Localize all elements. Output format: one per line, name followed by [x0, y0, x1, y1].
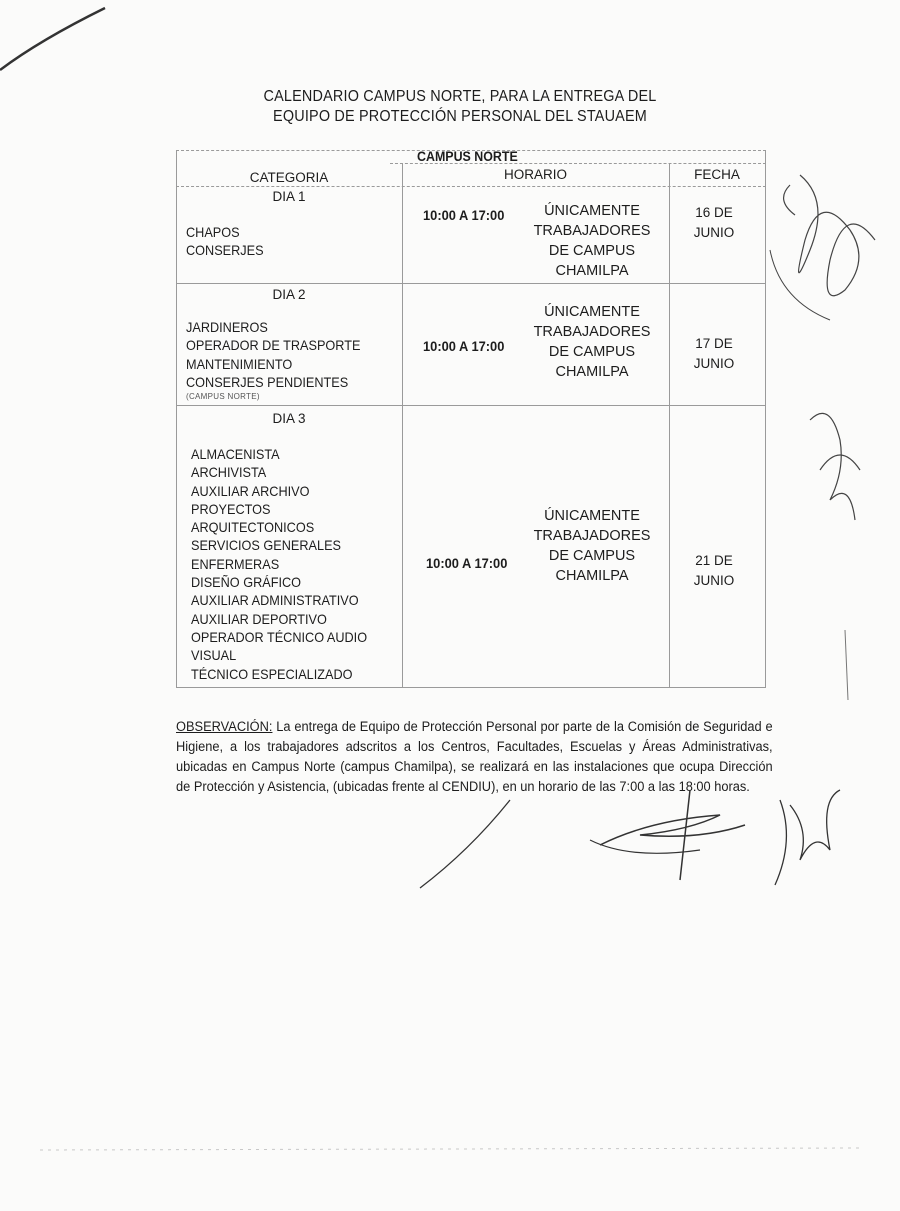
date-line: JUNIO	[693, 356, 735, 371]
category-item: DISEÑO GRÁFICO	[191, 575, 302, 591]
date-line: 21 DE	[695, 553, 733, 568]
category-item: SERVICIOS GENERALES	[191, 538, 342, 554]
category-item: CONSERJES	[186, 243, 264, 259]
row-3-day: DIA 3	[272, 411, 306, 426]
row-3-schedule: 10:00 A 17:00	[426, 555, 508, 571]
category-item: ARCHIVISTA	[191, 465, 267, 481]
workers-line: ÚNICAMENTE	[544, 508, 640, 524]
category-item: CONSERJES PENDIENTES	[186, 374, 349, 390]
row-2-date	[669, 334, 759, 374]
category-item: ALMACENISTA	[191, 447, 280, 462]
workers-line: TRABAJADORES	[533, 324, 651, 340]
category-item: CHAPOS	[186, 225, 240, 240]
category-item: PROYECTOS	[191, 501, 271, 517]
date-line: 16 DE	[695, 205, 733, 220]
row-2-schedule: 10:00 A 17:00	[423, 338, 505, 354]
row-3-date	[669, 551, 759, 591]
category-item: ENFERMERAS	[191, 556, 280, 572]
workers-line: CHAMILPA	[555, 364, 629, 380]
workers-line: DE CAMPUS	[548, 548, 636, 564]
row-1-categories	[186, 224, 264, 261]
category-item: TÉCNICO ESPECIALIZADO	[191, 666, 353, 682]
workers-line: DE CAMPUS	[548, 243, 636, 259]
row-3-categories	[191, 446, 367, 684]
row-1-schedule: 10:00 A 17:00	[423, 207, 505, 223]
observation-paragraph	[176, 717, 773, 797]
observation-text: La entrega de Equipo de Protección Personal por parte de la Comisión de Seguridad e Higiene, a los trabajadores adscritos a los Centros, Facultades, Escuelas y Áreas Administrativas, ubicadas en Campus Norte (campus Chamilpa), se realizará en las instalaciones que ocupa Dirección de Protección y Asistencia, (ubicadas frente al CENDIU), en un horario de las 7:00 a las 18:00 horas.	[176, 719, 773, 794]
row-1-workers-note	[527, 201, 657, 281]
workers-line: TRABAJADORES	[533, 528, 651, 544]
row-1-day: DIA 1	[272, 189, 306, 204]
column-header-categoria: CATEGORIA	[249, 170, 329, 185]
date-line: JUNIO	[693, 225, 735, 240]
workers-line: ÚNICAMENTE	[544, 304, 640, 320]
category-item: VISUAL	[191, 648, 237, 664]
workers-line: CHAMILPA	[555, 568, 629, 584]
workers-line: CHAMILPA	[555, 263, 629, 279]
row-2-day: DIA 2	[272, 287, 306, 302]
column-header-horario: HORARIO	[503, 167, 567, 182]
title-line-2: EQUIPO DE PROTECCIÓN PERSONAL DEL STAUAEM	[273, 108, 647, 125]
observation-label: OBSERVACIÓN:	[176, 719, 273, 734]
row-2-categories	[186, 319, 360, 392]
category-item: AUXILIAR DEPORTIVO	[191, 611, 327, 627]
document-title	[237, 87, 683, 127]
category-item: ARQUITECTONICOS	[191, 520, 315, 536]
row-1-date	[669, 203, 759, 243]
category-item: OPERADOR DE TRASPORTE	[186, 338, 361, 354]
title-line-1: CALENDARIO CAMPUS NORTE, PARA LA ENTREGA DEL	[263, 88, 657, 105]
workers-line: TRABAJADORES	[533, 223, 651, 239]
category-item: AUXILIAR ADMINISTRATIVO	[191, 593, 359, 609]
campus-header: CAMPUS NORTE	[417, 149, 518, 164]
column-header-fecha: FECHA	[694, 167, 740, 182]
workers-line: ÚNICAMENTE	[544, 203, 640, 219]
row-2-note: (CAMPUS NORTE)	[186, 392, 260, 401]
category-item: JARDINEROS	[186, 320, 268, 335]
category-item: OPERADOR TÉCNICO AUDIO	[191, 629, 368, 645]
row-2-workers-note	[527, 302, 657, 382]
date-line: 17 DE	[695, 336, 733, 351]
row-3-workers-note	[527, 506, 657, 586]
category-item: MANTENIMIENTO	[186, 356, 293, 372]
workers-line: DE CAMPUS	[548, 344, 636, 360]
category-item: AUXILIAR ARCHIVO	[191, 483, 310, 499]
date-line: JUNIO	[693, 573, 735, 588]
